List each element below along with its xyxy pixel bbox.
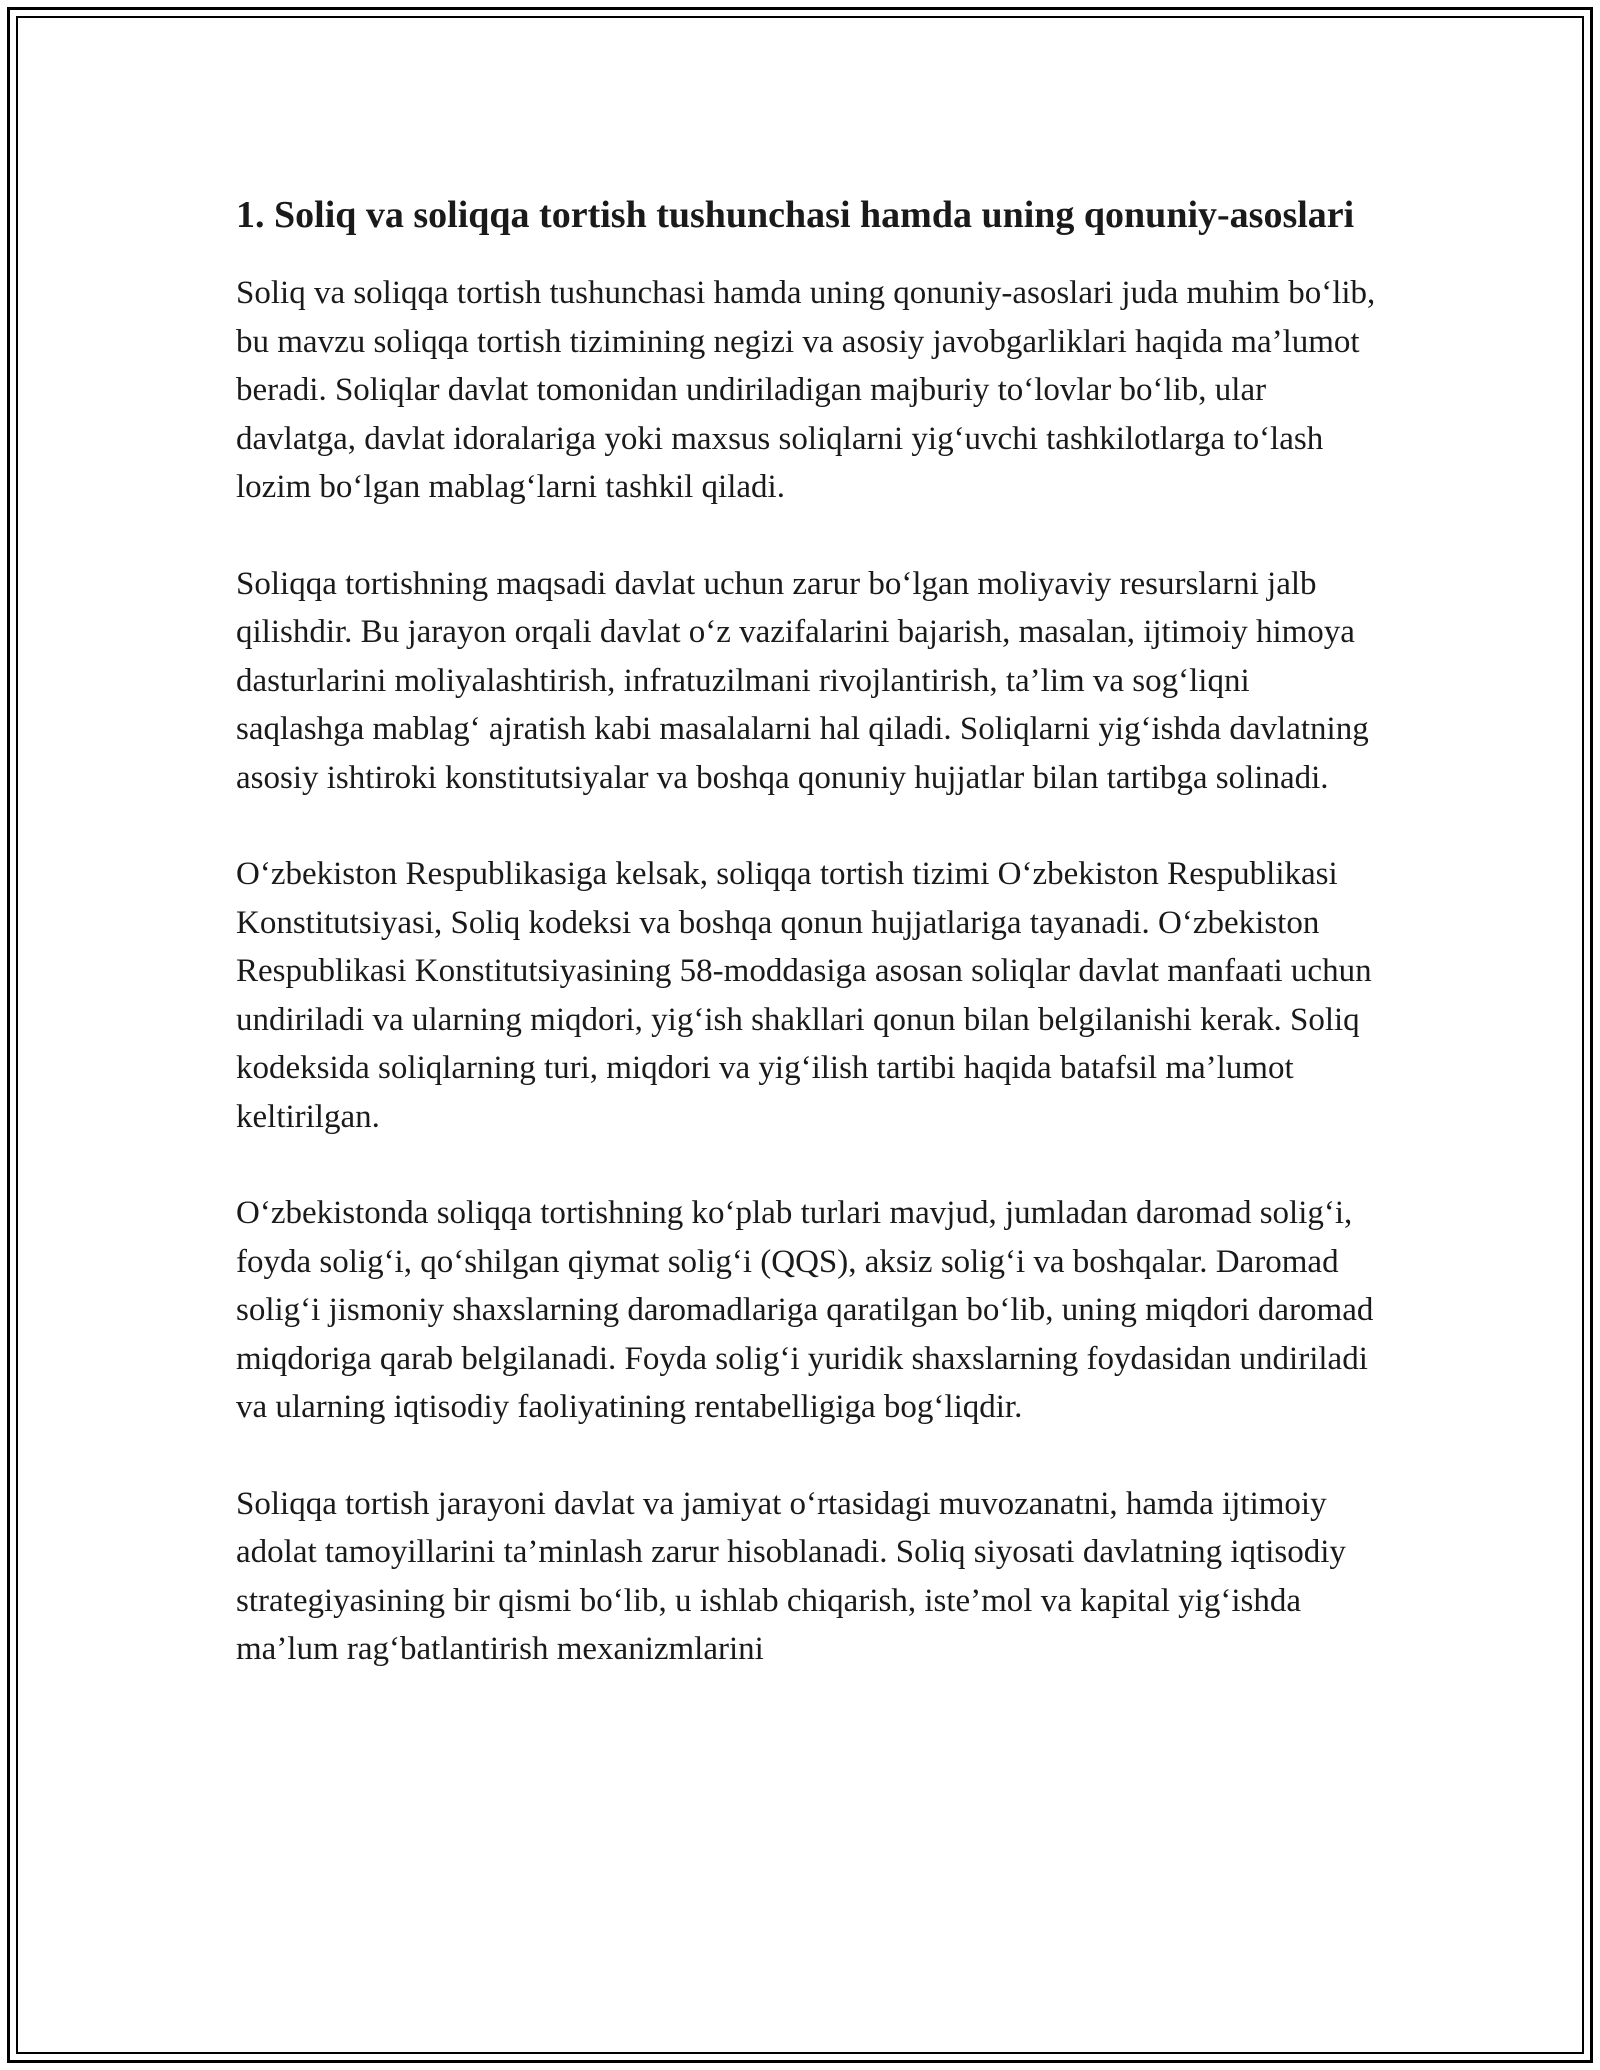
paragraph-5: Soliqqa tortish jarayoni davlat va jamiyat o‘rtasidagi muvozanatni, hamda ijtimoiy adolat tamoyillarini ta’minlash zarur hisoblanadi. Soliq siyosati davlatning iqtisodiy strategiyasining bir qismi bo‘lib, u ishlab chiqarish, iste’mol va kapital yig‘ishda ma’lum rag‘batlantirish mexanizmlarini <box>236 1485 1346 1667</box>
paragraph-1: Soliq va soliqqa tortish tushunchasi hamda uning qonuniy-asoslari juda muhim bo‘lib, bu mavzu soliqqa tortish tizimining negizi va asosiy javobgarliklari haqida ma’lumot beradi. Soliqlar davlat tomonidan undiriladigan majburiy to‘lovlar bo‘lib, ular davlatga, davlat idoralariga yoki maxsus soliqlarni yig‘uvchi tashkilotlarga to‘lash lozim bo‘lgan mablag‘larni tashkil qiladi. <box>236 275 1376 505</box>
document-body <box>236 188 1386 1722</box>
paragraph-4: O‘zbekistonda soliqqa tortishning ko‘plab turlari mavjud, jumladan daromad solig‘i, foyda solig‘i, qo‘shilgan qiymat solig‘i (QQS), aksiz solig‘i va boshqalar. Daromad solig‘i jismoniy shaxslarning daromadlariga qaratilgan bo‘lib, uning miqdori daromad miqdoriga qarab belgilanadi. Foyda solig‘i yuridik shaxslarning foydasidan undiriladi va ularning iqtisodiy faoliyatining rentabelligiga bog‘liqdir. <box>236 1195 1374 1425</box>
paragraph-3: O‘zbekiston Respublikasiga kelsak, soliqqa tortish tizimi O‘zbekiston Respublikasi Konstitutsiyasi, Soliq kodeksi va boshqa qonun hujjatlariga tayanadi. O‘zbekiston Respublikasi Konstitutsiyasining 58-moddasiga asosan soliqlar davlat manfaati uchun undiriladi va ularning miqdori, yig‘ish shakllari qonun bilan belgilanishi kerak. Soliq kodeksida soliqlarning turi, miqdori va yig‘ilish tartibi haqida batafsil ma’lumot keltirilgan. <box>236 856 1372 1135</box>
paragraph-2: Soliqqa tortishning maqsadi davlat uchun zarur bo‘lgan moliyaviy resurslarni jalb qilishdir. Bu jarayon orqali davlat o‘z vazifalarini bajarish, masalan, ijtimoiy himoya dasturlarini moliyalashtirish, infratuzilmani rivojlantirish, ta’lim va sog‘liqni saqlashga mablag‘ ajratish kabi masalalarni hal qiladi. Soliqlarni yig‘ishda davlatning asosiy ishtiroki konstitutsiyalar va boshqa qonuniy hujjatlar bilan tartibga solinadi. <box>236 565 1369 796</box>
section-heading: 1. Soliq va soliqqa tortish tushunchasi hamda uning qonuniy-asoslari <box>236 194 1355 236</box>
